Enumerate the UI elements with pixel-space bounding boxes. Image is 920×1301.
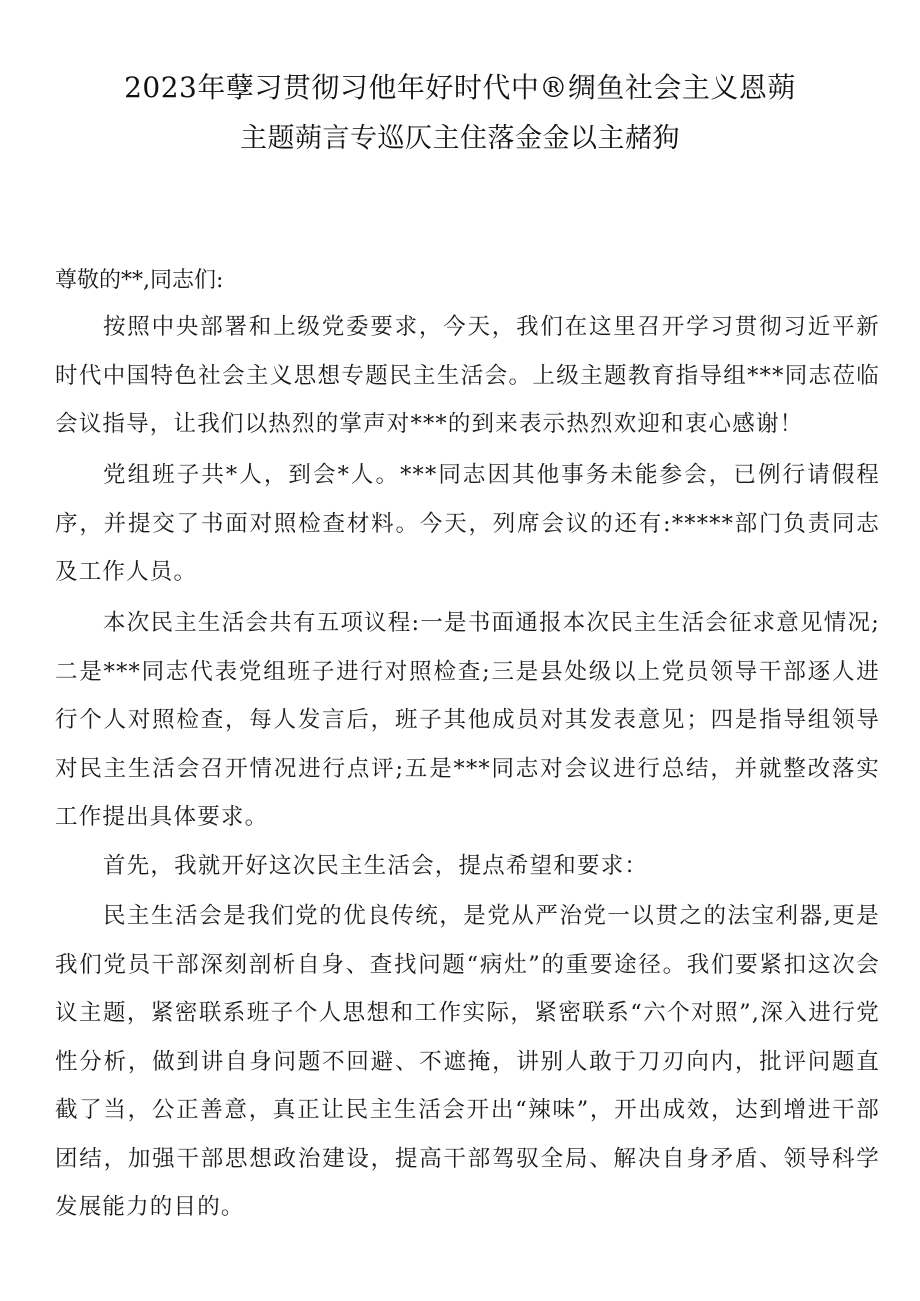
paragraph-requirements-intro: 首先，我就开好这次民主生活会，提点希望和要求： bbox=[103, 853, 649, 879]
paragraph-attendance: 党组班子共*人，到会*人。***同志因其他事务未能参会，已例行请假程序，并提交了书面对照检查材料。今天，列席会议的还有:*****部门负责同志及工作人员。 bbox=[55, 462, 880, 585]
paragraph-agenda: 本次民主生活会共有五项议程:一是书面通报本次民主生活会征求意见情况;二是***同志代表党组班子进行对照检查;三是县处级以上党员领导干部逐人进行个人对照检查，每人发言后，班子其他成员对其发表意见；四是指导组领导对民主生活会召开情况进行点评;五是***同志对会议进行总结，并就整改落实工作提出具体要求。 bbox=[55, 610, 880, 830]
paragraph-opening: 按照中央部署和上级党委要求，今天，我们在这里召开学习贯彻习近平新时代中国特色社会主义思想专题民主生活会。上级主题教育指导组***同志莅临会议指导，让我们以热烈的掌声对***的到来表示热烈欢迎和衷心感谢！ bbox=[55, 314, 880, 437]
document-title-line-2: 主题蒴言专巡仄主住落金金以主赭狗 bbox=[240, 123, 680, 154]
document-title-line-1: 2023年孽习贯彻习他年好时代中®绸鱼社会主义恩蒴 bbox=[124, 71, 796, 104]
paragraph-requirements-body: 民主生活会是我们党的优良传统，是党从严治党一以贯之的法宝利器,更是我们党员干部深刻剖析自身、查找问题“病灶”的重要途径。我们要紧扣这次会议主题，紧密联系班子个人思想和工作实际，紧密联系“六个对照”,深入进行党性分析，做到讲自身问题不回避、不遮掩，讲别人敢于刀刃向内，批评问题直截了当，公正善意，真正让民主生活会开出“辣味”，开出成效，达到增进干部团结，加强干部思想政治建设，提高干部驾驭全局、解决自身矛盾、领导科学发展能力的目的。 bbox=[55, 903, 880, 1220]
salutation: 尊敬的**,同志们: bbox=[55, 268, 224, 293]
